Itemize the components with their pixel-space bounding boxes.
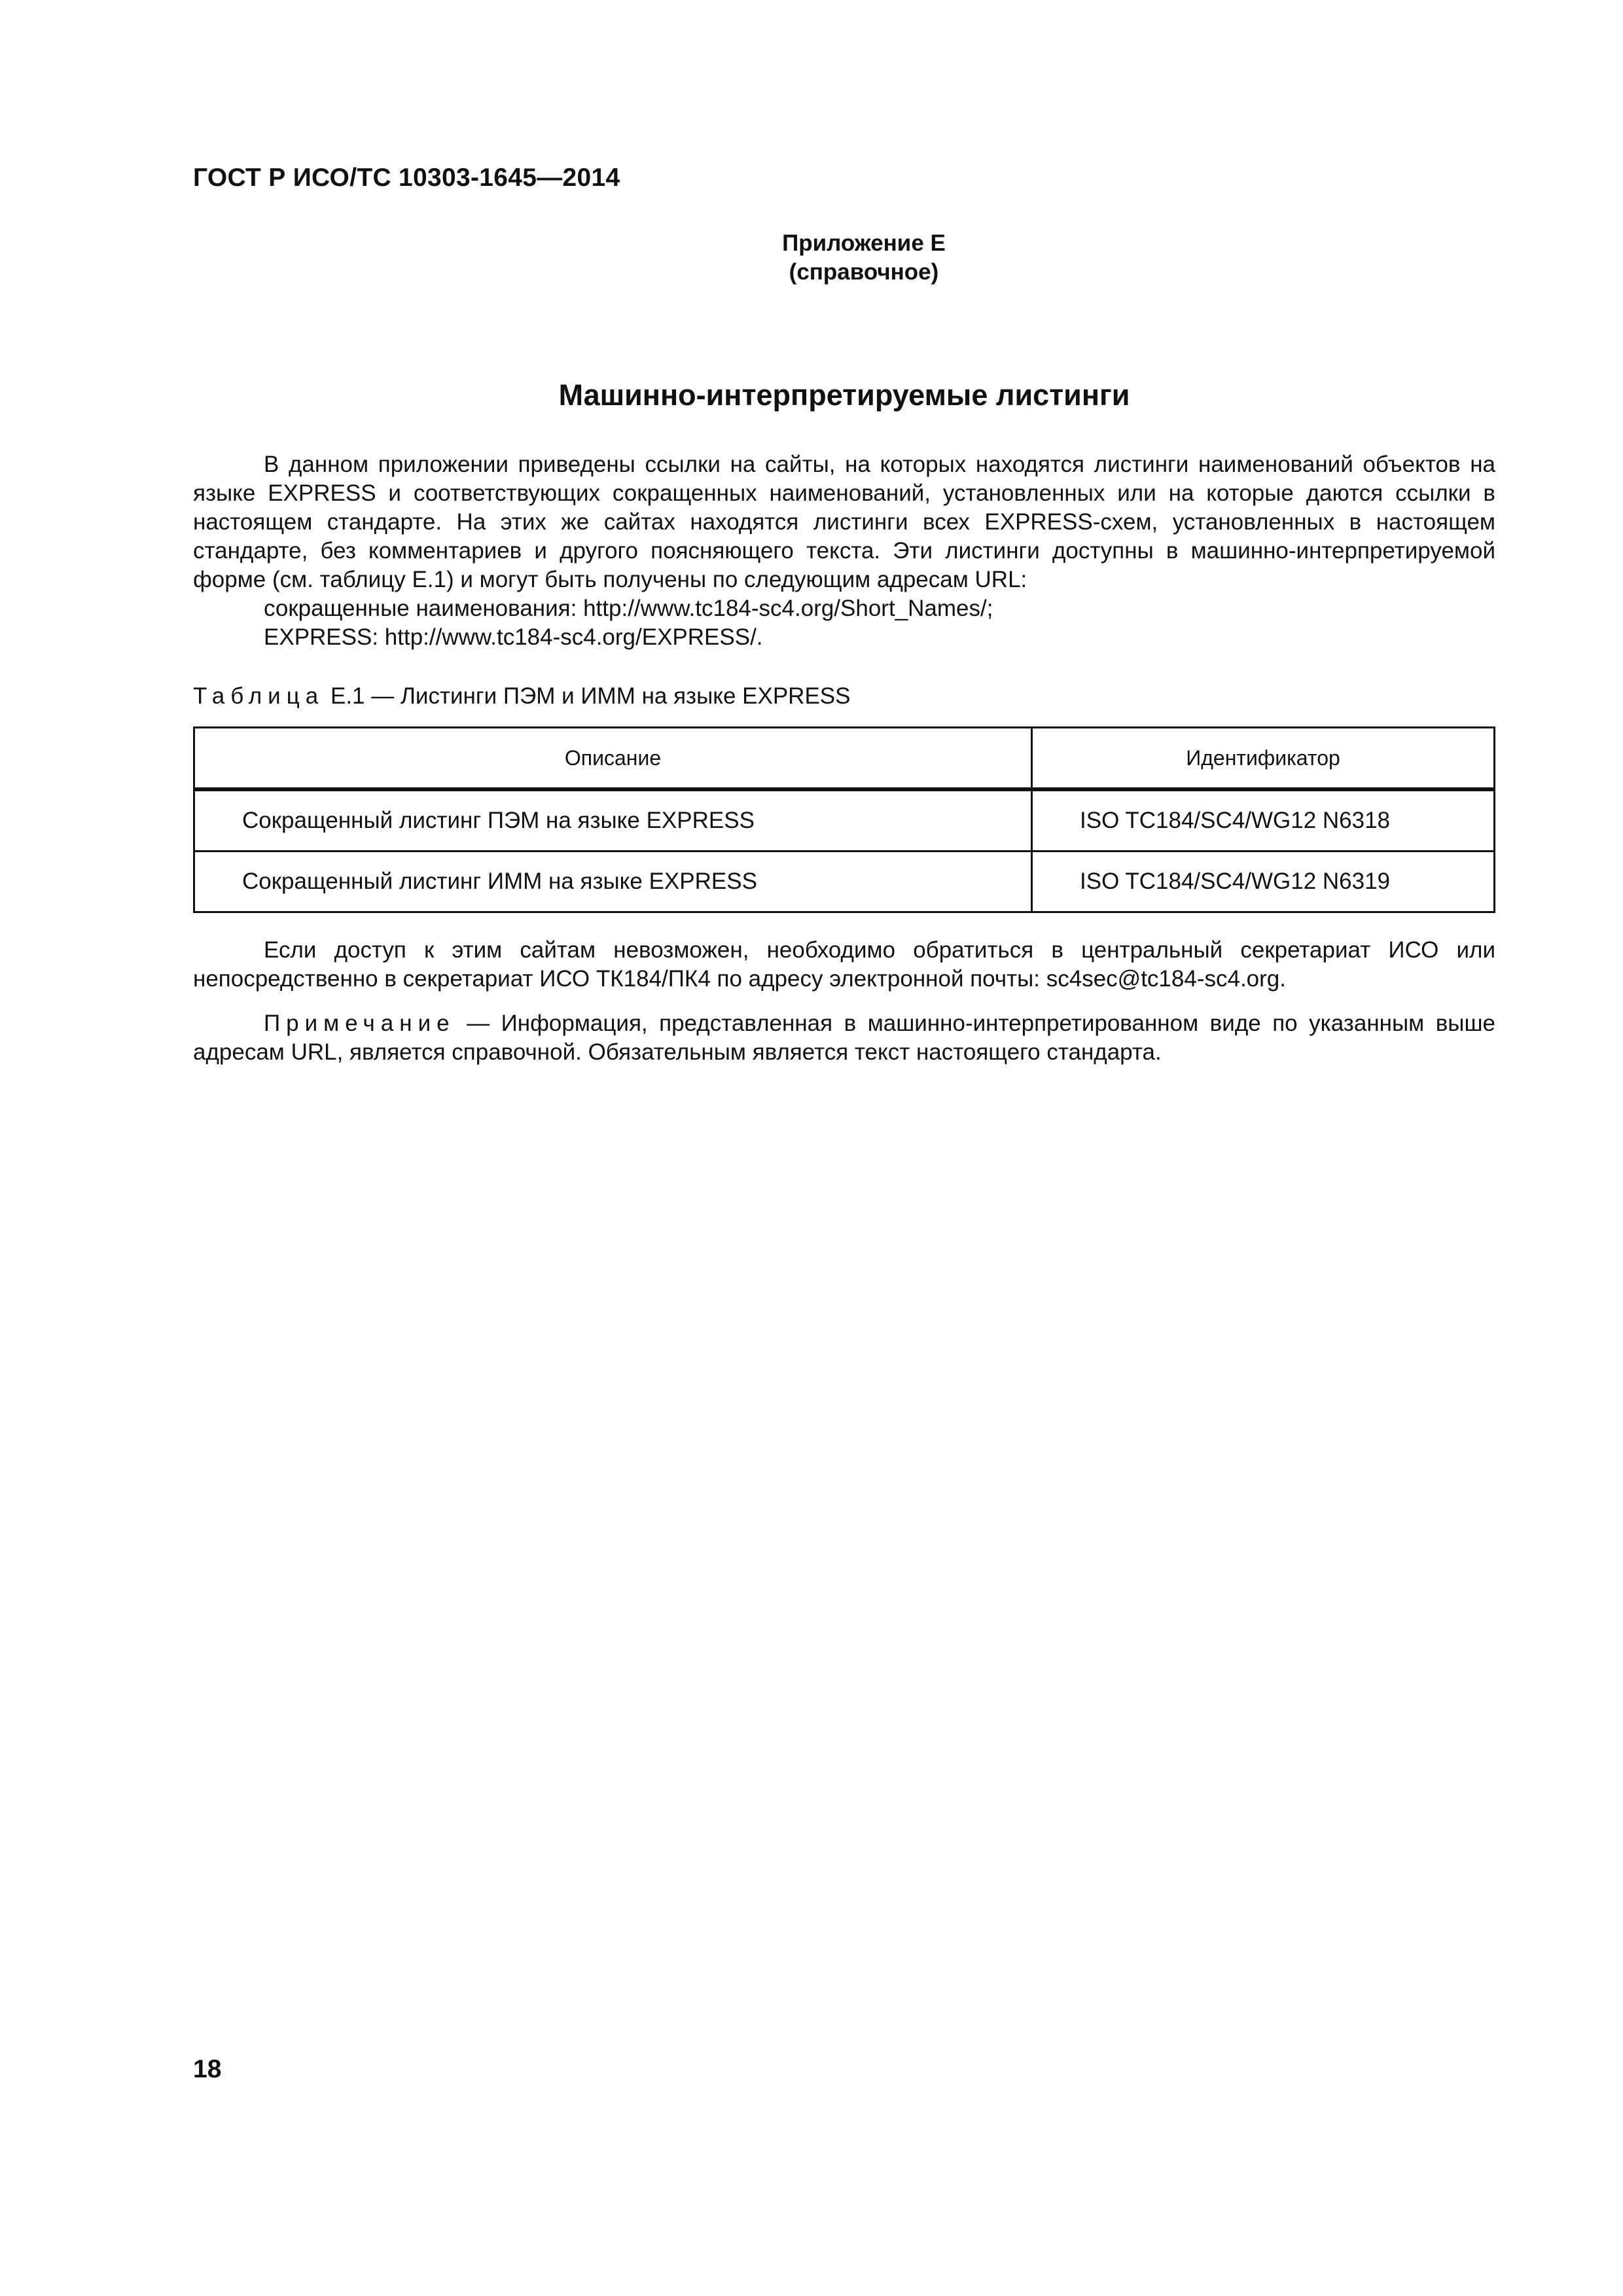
table-caption-text: E.1 — Листинги ПЭМ и ИММ на языке EXPRESS [330,683,851,709]
annex-status: (справочное) [789,259,939,285]
url-short-names: сокращенные наименования: http://www.tc184-sc4.org/Short_Names/; [264,596,993,621]
table-row [194,852,1495,912]
intro-paragraph: В данном приложении приведены ссылки на сайты, на которых находятся листинги наименований объектов на языке EXPRESS и соответствующих сокращенных наименований, установленных или на которые даются ссылки в настоящем стандарте. На этих же сайтах находятся листинги всех EXPRESS-схем, установленных в настоящем стандарте, без комментариев и другого поясняющего текста. Эти листинги доступны в машинно-интерпретируемой форме (см. таблицу E.1) и могут быть получены по следующим адресам URL: [193,452,1495,592]
note-text: — Информация, представленная в машинно-интерпретированном виде по указанным выше адресам URL, является справочной. Обязательным является текст настоящего стандарта. [193,1011,1496,1065]
annex-label: Приложение E [782,230,946,256]
annex-heading [694,229,1034,287]
table-caption [193,682,851,711]
row-description: Сокращенный листинг ПЭМ на языке EXPRESS [194,789,1032,852]
table-caption-label: Таблица [193,683,325,709]
header-identifier: Идентификатор [1032,728,1495,790]
header-description: Описание [194,728,1032,790]
row-identifier: ISO TC184/SC4/WG12 N6319 [1032,852,1495,912]
page-number: 18 [193,2055,222,2083]
table-row [194,789,1495,852]
listing-table [193,726,1495,913]
intro-section [193,450,1495,652]
row-identifier: ISO TC184/SC4/WG12 N6318 [1032,789,1495,852]
document-code: ГОСТ Р ИСО/ТС 10303-1645—2014 [193,164,620,192]
page-title: Машинно-интерпретируемые листинги [558,378,1130,412]
access-paragraph: Если доступ к этим сайтам невозможен, необходимо обратиться в центральный секретариат ИСО или непосредственно в секретариат ИСО ТК184/ПК4 по адресу электронной почты: sc4sec@tc184-sc4.org. [193,937,1495,992]
row-description: Сокращенный листинг ИММ на языке EXPRESS [194,852,1032,912]
note-label: Примечание [264,1011,455,1036]
table-header-row [194,728,1495,790]
url-express: EXPRESS: http://www.tc184-sc4.org/EXPRESS/. [264,624,763,650]
note-paragraph [193,1009,1495,1067]
